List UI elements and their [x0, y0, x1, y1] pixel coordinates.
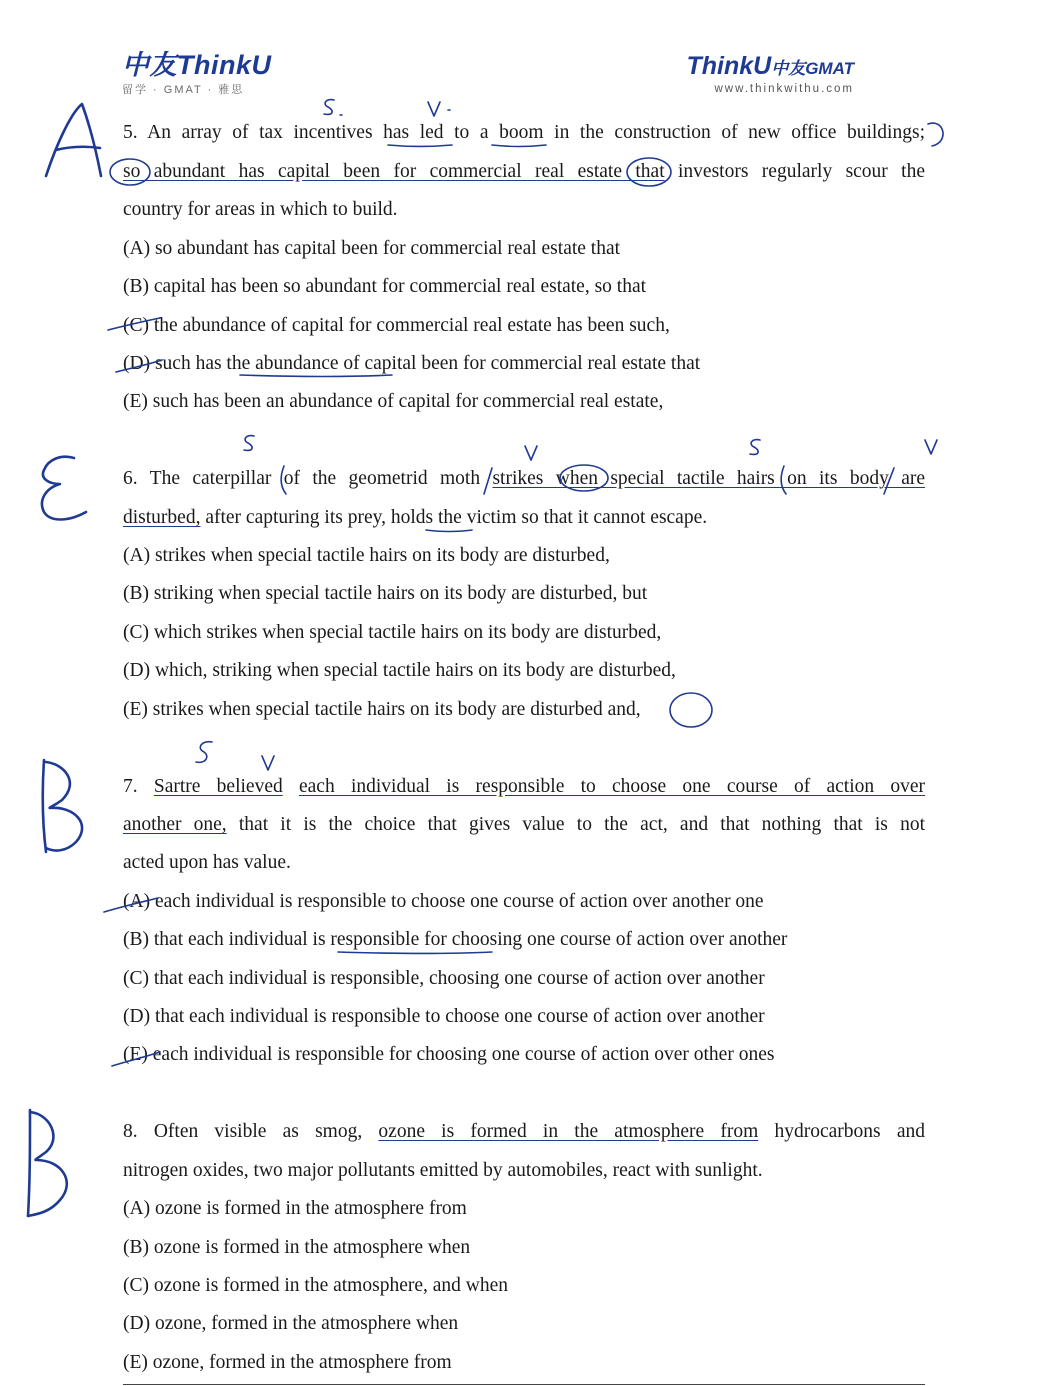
bottom-rule [123, 1384, 925, 1385]
q7-option-b[interactable]: (B) that each individual is responsible for choosing one course of action over another [123, 929, 788, 950]
q6-stem-start: The caterpillar of the geometrid moth [149, 468, 481, 489]
logo-left-brand: 中友ThinkU [122, 50, 272, 80]
q8-option-d[interactable]: (D) ozone, formed in the atmosphere when [123, 1313, 459, 1334]
q6-option-d[interactable]: (D) which, striking when special tactile hairs on its body are disturbed, [123, 660, 676, 681]
q6-stem-line-2 [123, 506, 707, 530]
q7-stem-rest: that it is the choice that gives value to the act, and that nothing that is not [238, 814, 925, 835]
q7-option-c[interactable]: (C) that each individual is responsible, choosing one course of action over another [123, 968, 765, 989]
q7-stem-line-1 [123, 775, 925, 799]
q7-underlined-portion: each individual is responsible to choose one course of action over [299, 776, 926, 797]
q5-mark-v [428, 102, 440, 116]
q7-option-a[interactable]: (A) each individual is responsible to choose one course of action over another one [123, 891, 764, 912]
q5-stem-line-1 [123, 121, 925, 145]
q5-option-c[interactable]: (C) the abundance of capital for commercial real estate has been such, [123, 315, 670, 336]
q6-option-a[interactable]: (A) strikes when special tactile hairs on its body are disturbed, [123, 545, 610, 566]
q7-option-e[interactable]: (E) each individual is responsible for choosing one course of action over other ones [123, 1044, 775, 1065]
q5-number: 5. [123, 122, 138, 143]
q6-number: 6. [123, 468, 138, 489]
handwritten-answer-e [42, 457, 86, 520]
q6-underlined-end: disturbed, [123, 507, 201, 528]
q5-underline-led [388, 145, 452, 147]
q6-option-b[interactable]: (B) striking when special tactile hairs on its body are disturbed, but [123, 583, 648, 604]
q8-stem-start: Often visible as smog, [153, 1121, 363, 1142]
q8-underlined-portion: ozone is formed in the atmosphere from [378, 1121, 759, 1142]
q8-option-c[interactable]: (C) ozone is formed in the atmosphere, and when [123, 1275, 509, 1296]
handwritten-answer-b-q7 [43, 760, 46, 852]
q8-stem-line-1 [123, 1120, 925, 1144]
q6-circle-and [670, 693, 712, 727]
thinku-logo-left [122, 50, 272, 97]
q6-mark-s-2 [750, 440, 760, 455]
q7-mark-s [196, 742, 212, 763]
logo-right-brand-text: ThinkU [686, 52, 772, 80]
q5-option-d[interactable]: (D) such has the abundance of capital been for commercial real estate that [123, 353, 701, 374]
q7-underline-for [338, 952, 492, 954]
q6-underline-holds [426, 530, 472, 532]
q7-underlined-end: another one, [123, 814, 227, 835]
q6-mark-v-2 [925, 440, 937, 454]
q8-option-a[interactable]: (A) ozone is formed in the atmosphere from [123, 1198, 467, 1219]
q8-option-b[interactable]: (B) ozone is formed in the atmosphere when [123, 1237, 471, 1258]
q5-stem-line-3: country for areas in which to build. [123, 199, 398, 220]
q6-mark-v-1 [525, 446, 537, 460]
q5-option-e[interactable]: (E) such has been an abundance of capital for commercial real estate, [123, 391, 664, 412]
q5-stem-rest: investors regularly scour the [678, 161, 926, 182]
q8-stem-line-2: nitrogen oxides, two major pollutants emitted by automobiles, react with sunlight. [123, 1160, 763, 1181]
q6-option-e[interactable]: (E) strikes when special tactile hairs on its body are disturbed and, [123, 699, 641, 720]
q5-option-b[interactable]: (B) capital has been so abundant for commercial real estate, so that [123, 276, 647, 297]
q7-option-d[interactable]: (D) that each individual is responsible to choose one course of action over another [123, 1006, 765, 1027]
q8-number: 8. [123, 1121, 138, 1142]
q5-underline-boom [492, 145, 546, 147]
q5-mark-s [324, 100, 334, 115]
logo-right-url: www.thinkwithu.com [714, 83, 854, 95]
q7-stem-start: Sartre believed [153, 776, 283, 797]
q8-stem-rest: hydrocarbons and [774, 1121, 925, 1142]
q7-stem-line-2 [123, 813, 925, 837]
q6-mark-s-1 [244, 436, 254, 451]
q8-option-e[interactable]: (E) ozone, formed in the atmosphere from [123, 1352, 452, 1373]
q7-mark-v [262, 756, 274, 770]
q5-stem-line-2 [123, 160, 925, 184]
q5-underlined-portion: so abundant has capital been for commercial real estate that [123, 161, 665, 182]
logo-right-suffix: 中友GMAT [771, 59, 854, 78]
q6-stem-rest: after capturing its prey, holds the victim so that it cannot escape. [205, 507, 708, 528]
q6-underlined-portion: strikes when special tactile hairs on its body are [492, 468, 925, 489]
thinku-logo-right [686, 52, 854, 95]
q5-stem-start: An array of tax incentives has led to a boom in the construction of new office buildings; [147, 122, 925, 143]
handwritten-answer-a [46, 104, 101, 176]
q5-option-a[interactable]: (A) so abundant has capital been for commercial real estate that [123, 238, 621, 259]
q6-option-c[interactable]: (C) which strikes when special tactile hairs on its body are disturbed, [123, 622, 662, 643]
q7-number: 7. [123, 776, 138, 797]
q5-circle-semicolon [928, 123, 943, 146]
q7-stem-line-3: acted upon has value. [123, 852, 291, 873]
logo-right-brand [686, 52, 854, 83]
handwritten-answer-b-q8 [28, 1110, 30, 1216]
q6-stem-line-1 [123, 467, 925, 491]
logo-left-tagline: 留学 · GMAT · 雅思 [122, 84, 245, 96]
